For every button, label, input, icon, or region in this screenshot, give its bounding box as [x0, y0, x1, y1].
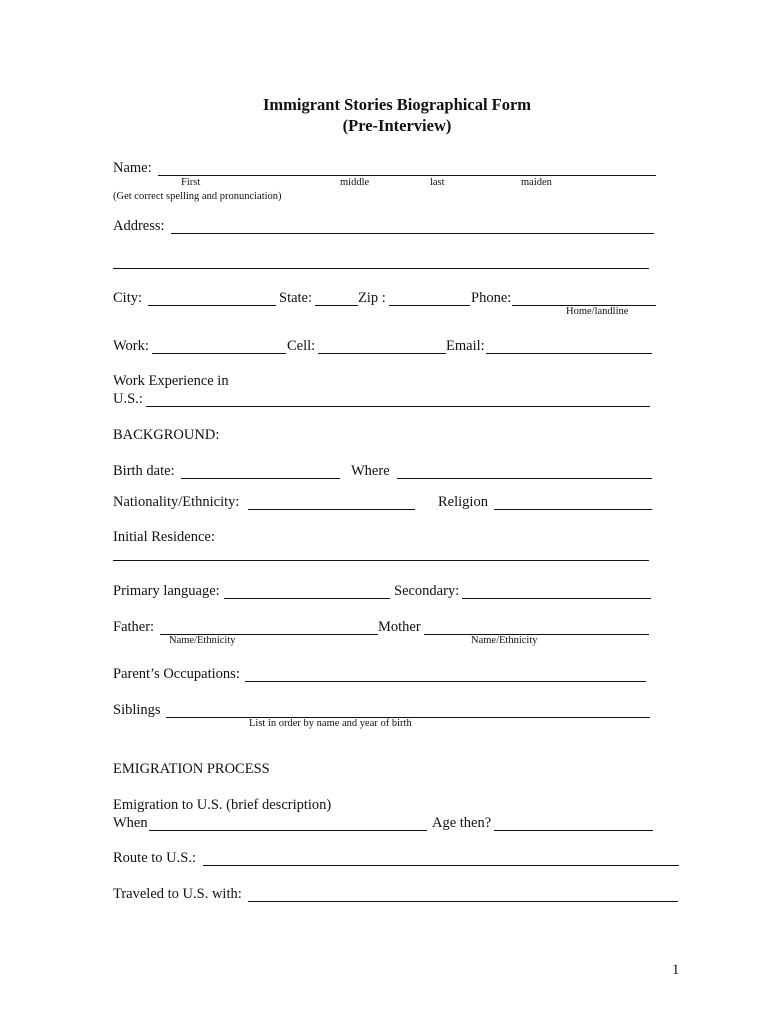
- birth-place-input[interactable]: [397, 463, 652, 479]
- email-label: Email:: [446, 338, 485, 354]
- traveled-with-label: Traveled to U.S. with:: [113, 886, 242, 902]
- birth-date-label: Birth date:: [113, 463, 175, 479]
- siblings-label: Siblings: [113, 702, 161, 718]
- address-input-1[interactable]: [171, 218, 654, 234]
- siblings-input[interactable]: [166, 702, 650, 718]
- form-title: Immigrant Stories Biographical Form: [262, 95, 532, 114]
- state-input[interactable]: [315, 290, 358, 306]
- route-label: Route to U.S.:: [113, 850, 196, 866]
- nationality-input[interactable]: [248, 494, 415, 510]
- work-experience-label: Work Experience in: [113, 373, 229, 389]
- background-heading: BACKGROUND:: [113, 427, 220, 443]
- work-experience-input[interactable]: [146, 391, 650, 407]
- phone-label: Phone:: [471, 290, 512, 306]
- work-phone-input[interactable]: [152, 338, 286, 354]
- secondary-language-label: Secondary:: [394, 583, 460, 599]
- name-input[interactable]: [158, 160, 656, 176]
- city-label: City:: [113, 290, 143, 306]
- name-last-caption: last: [430, 177, 445, 188]
- state-label: State:: [279, 290, 313, 306]
- father-caption: Name/Ethnicity: [169, 635, 236, 646]
- mother-label: Mother: [378, 619, 421, 635]
- father-input[interactable]: [160, 619, 378, 635]
- city-input[interactable]: [148, 290, 276, 306]
- secondary-language-input[interactable]: [462, 583, 651, 599]
- name-label: Name:: [113, 160, 152, 176]
- birth-place-label: Where: [351, 463, 390, 479]
- name-middle-caption: middle: [340, 177, 370, 188]
- name-maiden-caption: maiden: [521, 177, 552, 188]
- traveled-with-input[interactable]: [248, 886, 678, 902]
- zip-label: Zip :: [358, 290, 386, 306]
- phone-input[interactable]: [512, 290, 656, 306]
- work-label: Work:: [113, 338, 149, 354]
- cell-input[interactable]: [318, 338, 446, 354]
- initial-residence-input[interactable]: [113, 545, 649, 561]
- parents-occupations-input[interactable]: [245, 666, 646, 682]
- email-input[interactable]: [486, 338, 652, 354]
- name-note: (Get correct spelling and pronunciation): [113, 191, 282, 202]
- name-first-caption: First: [181, 177, 201, 188]
- route-input[interactable]: [203, 850, 679, 866]
- mother-caption: Name/Ethnicity: [471, 635, 538, 646]
- emigration-heading: EMIGRATION PROCESS: [113, 761, 270, 777]
- age-label: Age then?: [432, 815, 492, 831]
- age-input[interactable]: [494, 815, 653, 831]
- primary-language-input[interactable]: [224, 583, 390, 599]
- mother-input[interactable]: [424, 619, 649, 635]
- address-input-2[interactable]: [113, 253, 649, 269]
- birth-date-input[interactable]: [181, 463, 340, 479]
- phone-caption: Home/landline: [566, 306, 629, 317]
- religion-label: Religion: [438, 494, 488, 510]
- cell-label: Cell:: [287, 338, 316, 354]
- when-label: When: [113, 815, 148, 831]
- siblings-caption: List in order by name and year of birth: [249, 718, 412, 729]
- zip-input[interactable]: [389, 290, 470, 306]
- work-experience-label-2: U.S.:: [113, 391, 143, 407]
- father-label: Father:: [113, 619, 155, 635]
- page-number: 1: [672, 962, 680, 978]
- primary-language-label: Primary language:: [113, 583, 220, 599]
- address-label: Address:: [113, 218, 165, 234]
- religion-input[interactable]: [494, 494, 652, 510]
- emigration-description-label: Emigration to U.S. (brief description): [113, 797, 332, 813]
- when-input[interactable]: [149, 815, 427, 831]
- nationality-label: Nationality/Ethnicity:: [113, 494, 240, 510]
- initial-residence-label: Initial Residence:: [113, 529, 215, 545]
- parents-occupations-label: Parent’s Occupations:: [113, 666, 240, 682]
- form-subtitle: (Pre-Interview): [342, 116, 452, 135]
